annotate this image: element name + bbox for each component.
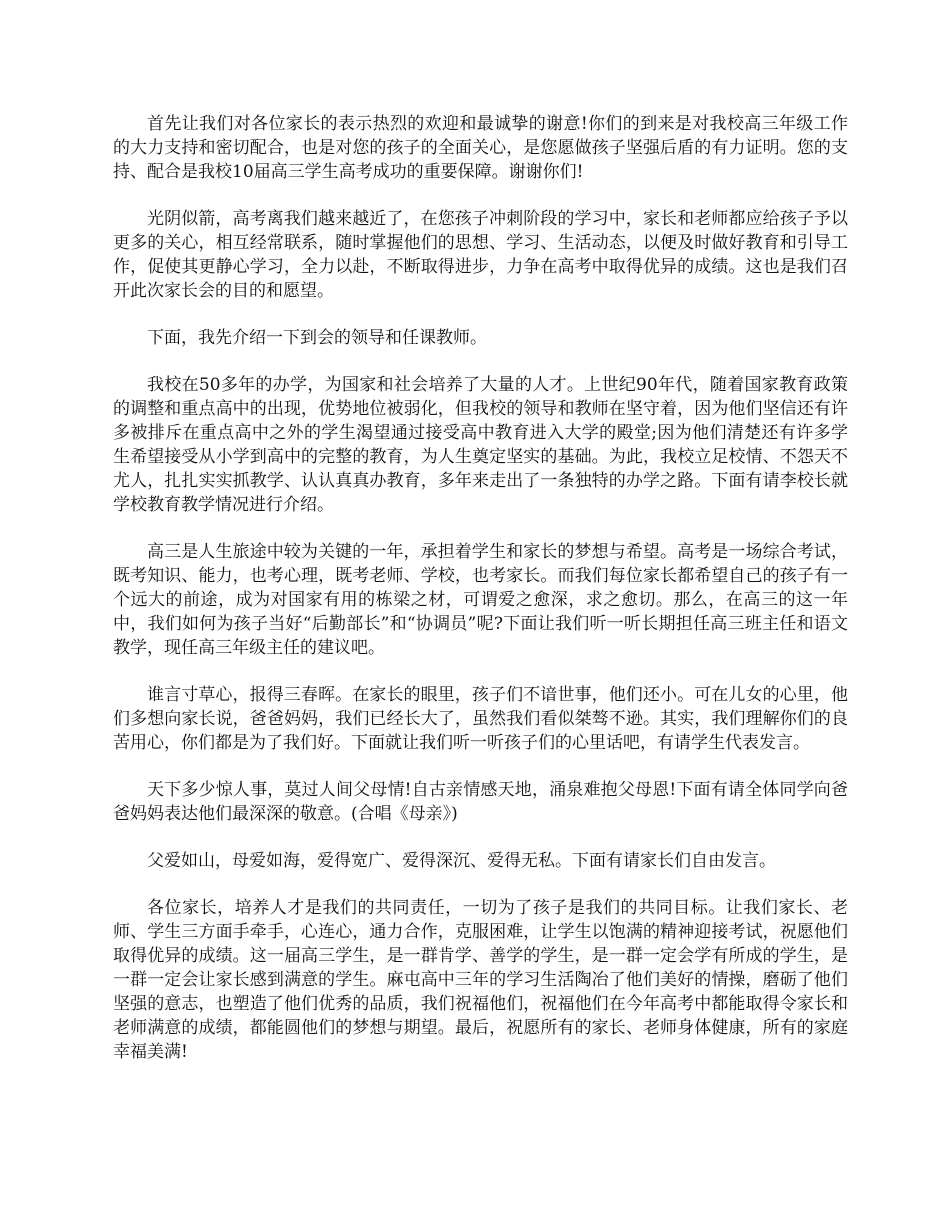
paragraph-parents-speech: 父爱如山，母爱如海，爱得宽广、爱得深沉、爱得无私。下面有请家长们自由发言。	[147, 851, 776, 871]
paragraph-welcome: 首先让我们对各位家长的表示热烈的欢迎和最诚挚的谢意!你们的到来是对我校高三年级工作的大力支持和密切配合，也是对您的孩子的全面关心，是您愿做孩子坚强后盾的有力证明。您的支持、配合是我校10届高三学生高考成功的重要保障。谢谢你们!	[113, 114, 848, 182]
paragraph-student-voice: 谁言寸草心，报得三春晖。在家长的眼里，孩子们不谙世事，他们还小。可在儿女的心里，他们多想向家长说，爸爸妈妈，我们已经长大了，虽然我们看似桀骜不逊。其实，我们理解你们的良苦用心，你们都是为了我们好。下面就让我们听一听孩子们的心里话吧，有请学生代表发言。	[113, 685, 848, 753]
document-body	[113, 112, 848, 1087]
paragraph-school-history: 我校在50多年的办学，为国家和社会培养了大量的人才。上世纪90年代，随着国家教育政策的调整和重点高中的出现，优势地位被弱化，但我校的领导和教师在坚守着，因为他们坚信还有许多被排斥在重点高中之外的学生渴望通过接受高中教育进入大学的殿堂;因为他们清楚还有许多学生希望接受从小学到高中的完整的教育，为人生奠定坚实的基础。为此，我校立足校情、不怨天不尤人，扎扎实实抓教学、认认真真办教育，多年来走出了一条独特的办学之路。下面有请李校长就学校教育教学情况进行介绍。	[113, 375, 848, 515]
paragraph-parents-love: 天下多少惊人事，莫过人间父母情!自古亲情感天地，涌泉难抱父母恩!下面有请全体同学向爸爸妈妈表达他们最深深的敬意。(合唱《母亲》)	[113, 780, 848, 824]
paragraph-intro-teachers: 下面，我先介绍一下到会的领导和任课教师。	[147, 328, 487, 348]
paragraph-senior-year: 高三是人生旅途中较为关键的一年，承担着学生和家长的梦想与希望。高考是一场综合考试，既考知识、能力，也考心理，既考老师、学校，也考家长。而我们每位家长都希望自己的孩子有一个远大的前途，成为对国家有用的栋梁之材，可谓爱之愈深，求之愈切。那么，在高三的这一年中，我们如何为孩子当好“后勤部长”和“协调员”呢?下面让我们听一听长期担任高三班主任和语文教学，现任高三年级主任的建议吧。	[113, 542, 848, 658]
paragraph-purpose: 光阴似箭，高考离我们越来越近了，在您孩子冲刺阶段的学习中，家长和老师都应给孩子予以更多的关心，相互经常联系，随时掌握他们的思想、学习、生活动态，以便及时做好教育和引导工作，促使其更静心学习，全力以赴，不断取得进步，力争在高考中取得优异的成绩。这也是我们召开此次家长会的目的和愿望。	[113, 209, 848, 301]
paragraph-closing: 各位家长，培养人才是我们的共同责任，一切为了孩子是我们的共同目标。让我们家长、老师、学生三方面手牵手，心连心，通力合作，克服困难，让学生以饱满的精神迎接考试，祝愿他们取得优异的成绩。这一届高三学生，是一群肯学、善学的学生，是一群一定会学有所成的学生，是一群一定会让家长感到满意的学生。麻屯高中三年的学习生活陶冶了他们美好的情操，磨砺了他们坚强的意志，也塑造了他们优秀的品质，我们祝福他们，祝福他们在今年高考中都能取得令家长和老师满意的成绩，都能圆他们的梦想与期望。最后，祝愿所有的家长、老师身体健康，所有的家庭幸福美满!	[113, 898, 848, 1062]
